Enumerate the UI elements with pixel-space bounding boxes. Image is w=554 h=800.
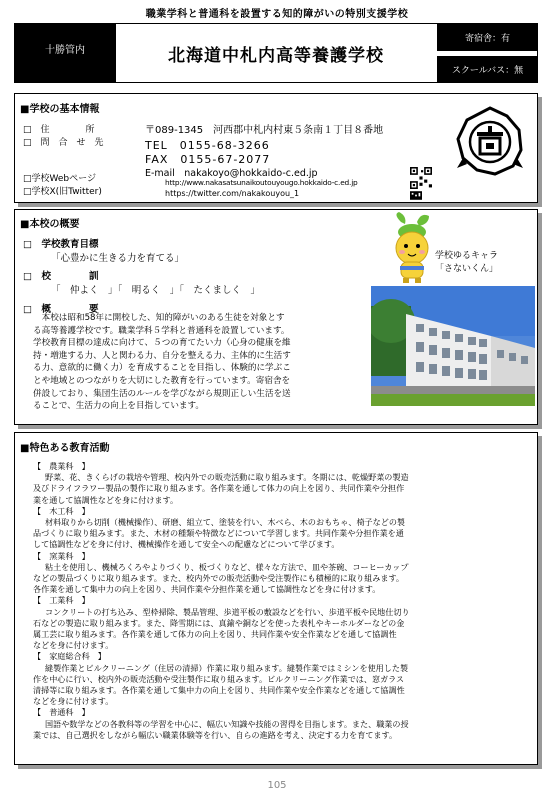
school-emblem-icon (455, 106, 525, 176)
mascot-image (383, 212, 441, 284)
feature-item: 【 普通科 】 国語や数学などの各教科等の学習を中心に、幅広い知識や技能の習得を目指します。また、職業の授 業では、自己選択をしながら幅広い職業体験等を行い、自らの進路を考え、決定する力を育てます。 (15, 707, 535, 741)
goal-label: □ 学校教育目標 (23, 239, 99, 250)
email-text: E-mail nakakoyo@hokkaido-c.ed.jp (145, 168, 318, 179)
feature-head: 【 農業科 】 (33, 461, 90, 471)
address-label: □ 住 所 (23, 125, 95, 135)
goal-text: 「心豊かに生きる力を育てる」 (51, 253, 185, 264)
school-bus-badge: スクールバス：無 (437, 56, 538, 83)
feature-item: 【 木工科 】 材料取りから切削（機械操作）、研磨、組立て、塗装を行い、木べら、木のおもちゃ、椅子などの製 品づくりに取り組みます。また、木材の種類や特徴などについて学習します。共同作業や分担作業を通 して協調性などを身に付け、機械操作を通して安全への配慮などについて学びます。 (15, 506, 535, 551)
features-section (14, 432, 538, 765)
features-list (15, 461, 535, 741)
features-title: ■特色ある教育活動 (20, 443, 110, 454)
school-building-photo (371, 286, 535, 406)
feature-head: 【 普通科 】 (33, 707, 90, 718)
web-url-link[interactable]: http://www.nakasatsunaikoutouyougo.hokkaido-c.ed.jp (165, 178, 358, 187)
school-name: 北海道中札内高等養護学校 (168, 45, 384, 66)
x-qr-code-icon (410, 191, 422, 200)
overview-title: ■本校の概要 (20, 219, 80, 230)
feature-head: 【 家庭総合科 】 (33, 651, 106, 662)
feature-item: 【 窯業科 】 粘土を使用し、機械ろくろやよりづくり、板づくりなど、様々な方法で、皿や茶碗、コーヒーカップ などの製品づくりに取り組みます。また、校内外での販売活動や受注製作にも積極的に取り組みます。 各作業を通して集中力の向上を図り、共同作業や分担作業を通して協調性などを身に付けます。 (15, 551, 535, 596)
tel-text: TEL 0155-68-3266 (145, 139, 270, 152)
feature-item: 【 工業科 】 コンクリートの打ち込み、型枠掃除、製品管理、歩道平板の敷設などを行い、歩道平板や民地仕切り 石などの製造に取り組みます。また、降雪期には、真鍮や銅などを使った表札やキーホルダーなどの金 属工芸に取り組みます。各作業を通して体力の向上を図り、共同作業や安全作業などを通して協調性 などを身に付けます。 (15, 595, 535, 651)
mascot-caption: 学校ゆるキャラ 「さないくん」 (435, 251, 499, 274)
page-caption: 職業学科と普通科を設置する知的障がいの特別支援学校 (145, 9, 409, 20)
dormitory-badge: 寄宿舎：有 (437, 23, 538, 51)
web-label: □学校Webページ (23, 174, 96, 184)
motto-label: □ 校 訓 (23, 271, 99, 282)
page-number: 105 (267, 780, 287, 791)
summary-label: □ 概 要 (23, 304, 99, 315)
fax-text: FAX 0155-67-2077 (145, 153, 271, 166)
motto-text: 「 仲よく 」「 明るく 」「 たくましく 」 (51, 285, 261, 296)
feature-head: 【 窯業科 】 (33, 550, 90, 561)
summary-text: 本校は昭和58年に開校した、知的障がいのある生徒を対象とす る高等養護学校です。職業学科５学科と普通科を設置しています。 学校教育目標の達成に向けて、５つの育てたい力（心身の健康を維 持・増進する力、人と関わる力、自分を整える力、主体的に生活す る力、意欲的に働く力）を育成することを目指し、体験的に学ぶこ とや地域とのつながりを大切にした教育を行っています。寄宿舎を 併設しており、集団生活のルールを学びながら規則正しい生活を送 ることで、生活力の向上を目指しています。 (33, 313, 291, 412)
region-label: 十勝管内 (14, 23, 116, 83)
feature-head: 【 工業科 】 (33, 595, 90, 606)
basic-info-title: ■学校の基本情報 (20, 104, 100, 115)
x-url-link[interactable]: https://twitter.com/nakakouyou_1 (165, 189, 300, 198)
address-text: 〒089-1345 河西郡中札内村東５条南１丁目８番地 (145, 125, 384, 136)
qr-code-icon (410, 167, 432, 189)
feature-item: 【 農業科 】 野菜、花、きくらげの栽培や管理、校内外での販売活動に取り組みます。冬期には、乾燥野菜の製造 及びドライフラワー製品の製作に取り組みます。各作業を通して体力の向上を図り、共同作業や分担作 業を通して協調性などを身に付けます。 (15, 461, 535, 506)
overview-section (14, 209, 538, 425)
feature-head: 【 木工科 】 (33, 505, 90, 516)
basic-info-section (14, 93, 538, 203)
contact-label: □ 問 合 せ 先 (23, 138, 104, 148)
x-label: □学校X(旧Twitter) (23, 187, 102, 197)
feature-item: 【 家庭総合科 】 縫製作業とビルクリーニング（住居の清掃）作業に取り組みます。縫製作業ではミシンを使用した製 作を中心に行い、校内外の販売活動や受注製作に取り組みます。ビルクリーニング作業では、窓ガラス 清掃等に取り組みます。各作業を通して集中力の向上を図り、共同作業や安全作業などを通して協調性 などを身に付けます。 (15, 651, 535, 707)
